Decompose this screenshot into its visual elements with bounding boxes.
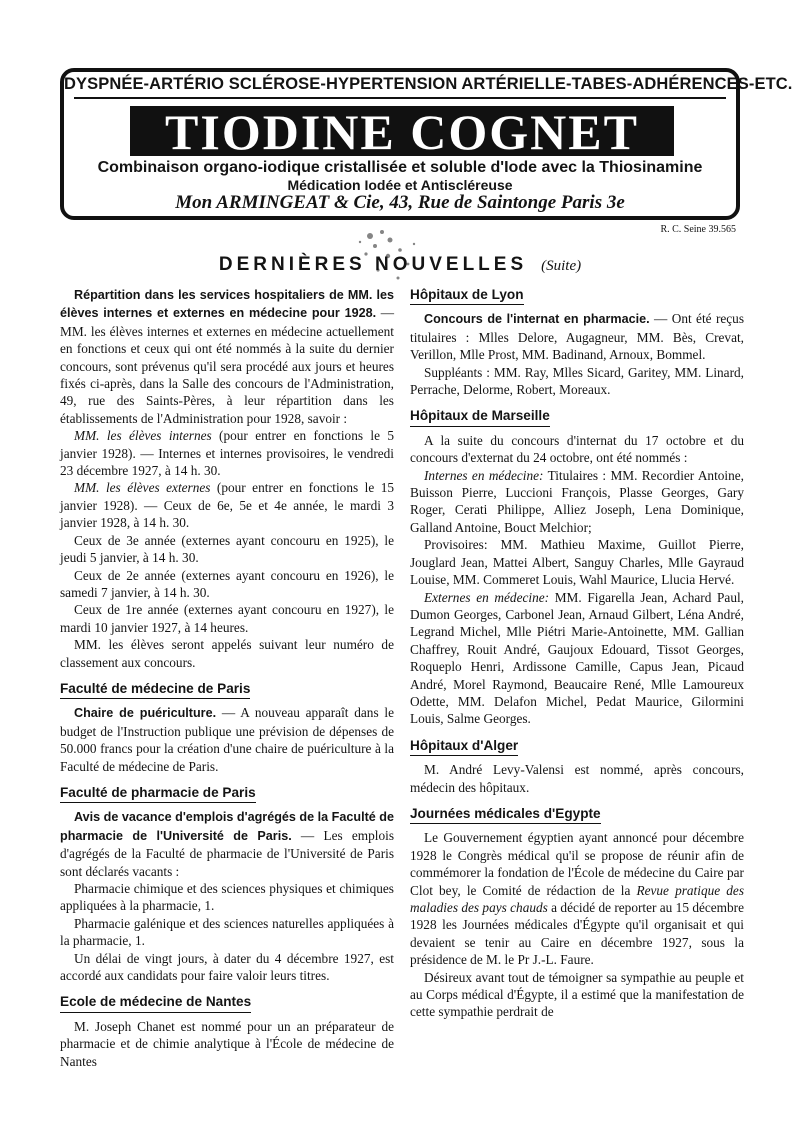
avis-item-3: Un délai de vingt jours, à dater du 4 décembre 1927, est accordé aux candidats pour faire valoir leurs titres. — [60, 950, 394, 984]
article-chaire — [60, 704, 394, 775]
paragraph-1re-annee: Ceux de 1re année (externes ayant concouru en 1927), le mardi 10 janvier 1927, à 14 heures. — [60, 602, 394, 635]
heading-alger: Hôpitaux d'Alger — [410, 737, 518, 756]
advertisement-banner — [60, 68, 793, 220]
avis-text: — Les emplois d'agrégés de la Faculté de pharmacie de l'Université de Paris sont déclarés vacants : — [60, 827, 394, 879]
section-title — [0, 254, 800, 276]
ad-divider — [74, 97, 726, 99]
heading-marseille: Hôpitaux de Marseille — [410, 407, 550, 426]
paragraph-internes — [60, 427, 394, 479]
avis-item-1: Pharmacie chimique et des sciences physiques et chimiques appliquées à la pharmacie, 1. — [60, 881, 394, 914]
paragraph-classement: MM. les élèves seront appelés suivant leur numéro de classement aux concours. — [60, 637, 394, 670]
paragraph-2e-annee: Ceux de 2e année (externes ayant concouru en 1926), le samedi 7 janvier, à 14 h. 30. — [60, 567, 394, 600]
externes-label: MM. les élèves externes — [74, 480, 211, 496]
marseille-externes-text: MM. Figarella Jean, Achard Paul, Dumon Georges, Carbonel Jean, Arnaud Gilbert, Léna André, Legrand Michel, Mlle Piétri Marie-Antoinette, MM. Gallian Chaffrey, Rouit André, Gaujoux Edouard, Tissot Georges, Roqueplo Henri, Ardissone Camille, Capus Jean, Picaud André, Morel Raymond, Beaucaire René, Mlle Lamoureux Odette, MM. Delafon Michel, Pedat Maurice, Gilormini Louis, Salme Georges. — [410, 589, 744, 727]
ad-registration: R. C. Seine 39.565 — [660, 224, 736, 235]
internes-text: (pour entrer en fonctions le 5 janvier 1928). — Internes et internes provisoires, le vendredi 23 décembre 1927, à 14 h. 30. — [60, 428, 394, 479]
ad-brand-name: TIODINE COGNET — [130, 106, 674, 156]
section-title-suite: (Suite) — [541, 258, 582, 274]
article-text: — MM. les élèves internes et externes en médecine actuellement en fonctions et ceux qui ont été nommés à la suite du dernier concours, sont prévenus qu'il sera procédé aux jours et heures fixés ci-après, dans la Salle des concours de l'Administration, 49, rue des Saints-Pères, à leur répartition dans les établissements de l'Administration pour 1928, savoir : — [60, 305, 394, 426]
article-lead: Répartition dans les services hospitaliers de MM. les élèves internes et externes en médecine pour 1928. — [60, 288, 394, 321]
lyon-text: — Ont été reçus titulaires : Mlles Delore, Augagneur, MM. Bès, Crevat, Verillon, Mlle Prost, MM. Badinand, Arnoux, Bommel. — [410, 311, 744, 363]
egypte-text-b: a décidé de reporter au 15 décembre 1928 les Journées médicales d'Égypte qu'il organisait et qui devaient se tenir au Caire en décembre 1927, sous la présidence de M. le Pr J.-L. Faure. — [410, 900, 744, 968]
section-title-main: DERNIÈRES NOUVELLES — [218, 254, 528, 275]
lyon-lead: Concours de l'internat en pharmacie. — [424, 312, 650, 327]
egypte-text-a: Le Gouvernement égyptien ayant annoncé pour décembre 1928 le Congrès médical qu'il se propose de réunir afin de commémorer la fondation de l'École de médecine du Caire par Clot bey, le Comité de rédaction de la — [410, 830, 744, 898]
avis-lead: Avis de vacance d'emplois d'agrégés de la Faculté de pharmacie de l'Université de Paris. — [60, 810, 394, 843]
avis-item-2: Pharmacie galénique et des sciences naturelles appliquées à la pharmacie, 1. — [60, 915, 394, 949]
article-egypte-2: Désireux avant tout de témoigner sa sympathie au peuple et au Corps médical d'Égypte, il a estimé que la manifestation de cette sympathie perdrait de — [410, 969, 744, 1020]
paragraph-3e-annee: Ceux de 3e année (externes ayant concouru en 1925), le jeudi 5 janvier, à 14 h. 30. — [60, 532, 394, 566]
article-alger: M. André Levy-Valensi est nommé, après concours, médecin des hôpitaux. — [410, 762, 744, 795]
marseille-intro: A la suite du concours d'internat du 17 octobre et du concours d'externat du 24 octobre, ont été nommés : — [410, 432, 744, 466]
heading-faculte-pharmacie: Faculté de pharmacie de Paris — [60, 784, 256, 803]
marseille-internes-text: Titulaires : MM. Recordier Antoine, Buisson Pierre, Luccioni François, Plasse Georges, Gary Roger, Cerati Philippe, Alliez Joseph, Lena Dominique, Galland Antoine, Bouct Melchior; — [410, 467, 744, 535]
left-column — [60, 286, 394, 1070]
right-column — [410, 286, 744, 1021]
chaire-text: — A nouveau apparaît dans le budget de l'Instruction publique une prévision de dépenses de 50.000 francs pour la création d'une chaire de puériculture à la Faculté de médecine de Paris. — [60, 705, 394, 774]
ad-medication-line: Médication Iodée et Antiscléreuse — [287, 177, 513, 193]
ad-address: Mon ARMINGEAT & Cie, 43, Rue de Saintonge Paris 3e — [175, 192, 625, 213]
egypte-revue-title: Revue pratique des maladies des pays chauds — [410, 882, 744, 915]
article-repartition — [60, 286, 394, 427]
marseille-externes-label: Externes en médecine: — [424, 589, 550, 605]
article-avis — [60, 808, 394, 880]
lyon-suppleants: Suppléants : MM. Ray, Mlles Sicard, Garitey, MM. Linard, Perrache, Delorme, Robert, Moreaux. — [410, 364, 744, 398]
article-egypte-1 — [410, 829, 744, 968]
heading-egypte: Journées médicales d'Egypte — [410, 805, 601, 824]
article-lyon — [410, 310, 744, 363]
article-nantes: M. Joseph Chanet est nommé pour un an préparateur de pharmacie et de chimie analytique à l'École de médecine de Nantes — [60, 1018, 394, 1069]
heading-faculte-medecine: Faculté de médecine de Paris — [60, 680, 250, 699]
marseille-internes-label: Internes en médecine: — [424, 467, 544, 483]
paragraph-externes — [60, 479, 394, 531]
externes-text: (pour entrer en fonctions le 15 janvier 1928). — Ceux de 6e, 5e et 4e année, le mardi 3 janvier 1928, à 14 h. 30. — [60, 480, 394, 531]
ad-description: Combinaison organo-iodique cristallisée et soluble d'Iode avec la Thiosinamine — [97, 159, 703, 176]
heading-lyon: Hôpitaux de Lyon — [410, 286, 524, 305]
chaire-lead: Chaire de puériculture. — [74, 706, 217, 721]
marseille-internes — [410, 467, 744, 537]
marseille-provisoires: Provisoires: MM. Mathieu Maxime, Guillot Pierre, Jouglard Jean, Mattei Albert, Sanguy Charles, Mlle Gayraud Louise, MM. Commeret Louis, Wahl Maurice, Llucia Hervé. — [410, 537, 744, 588]
ad-indications-line: DYSPNÉE-ARTÉRIO SCLÉROSE-HYPERTENSION ARTÉRIELLE-TABES-ADHÉRENCES-ETC. — [64, 75, 793, 93]
heading-nantes: Ecole de médecine de Nantes — [60, 993, 251, 1012]
internes-label: MM. les élèves internes — [74, 428, 212, 444]
marseille-externes — [410, 589, 744, 728]
